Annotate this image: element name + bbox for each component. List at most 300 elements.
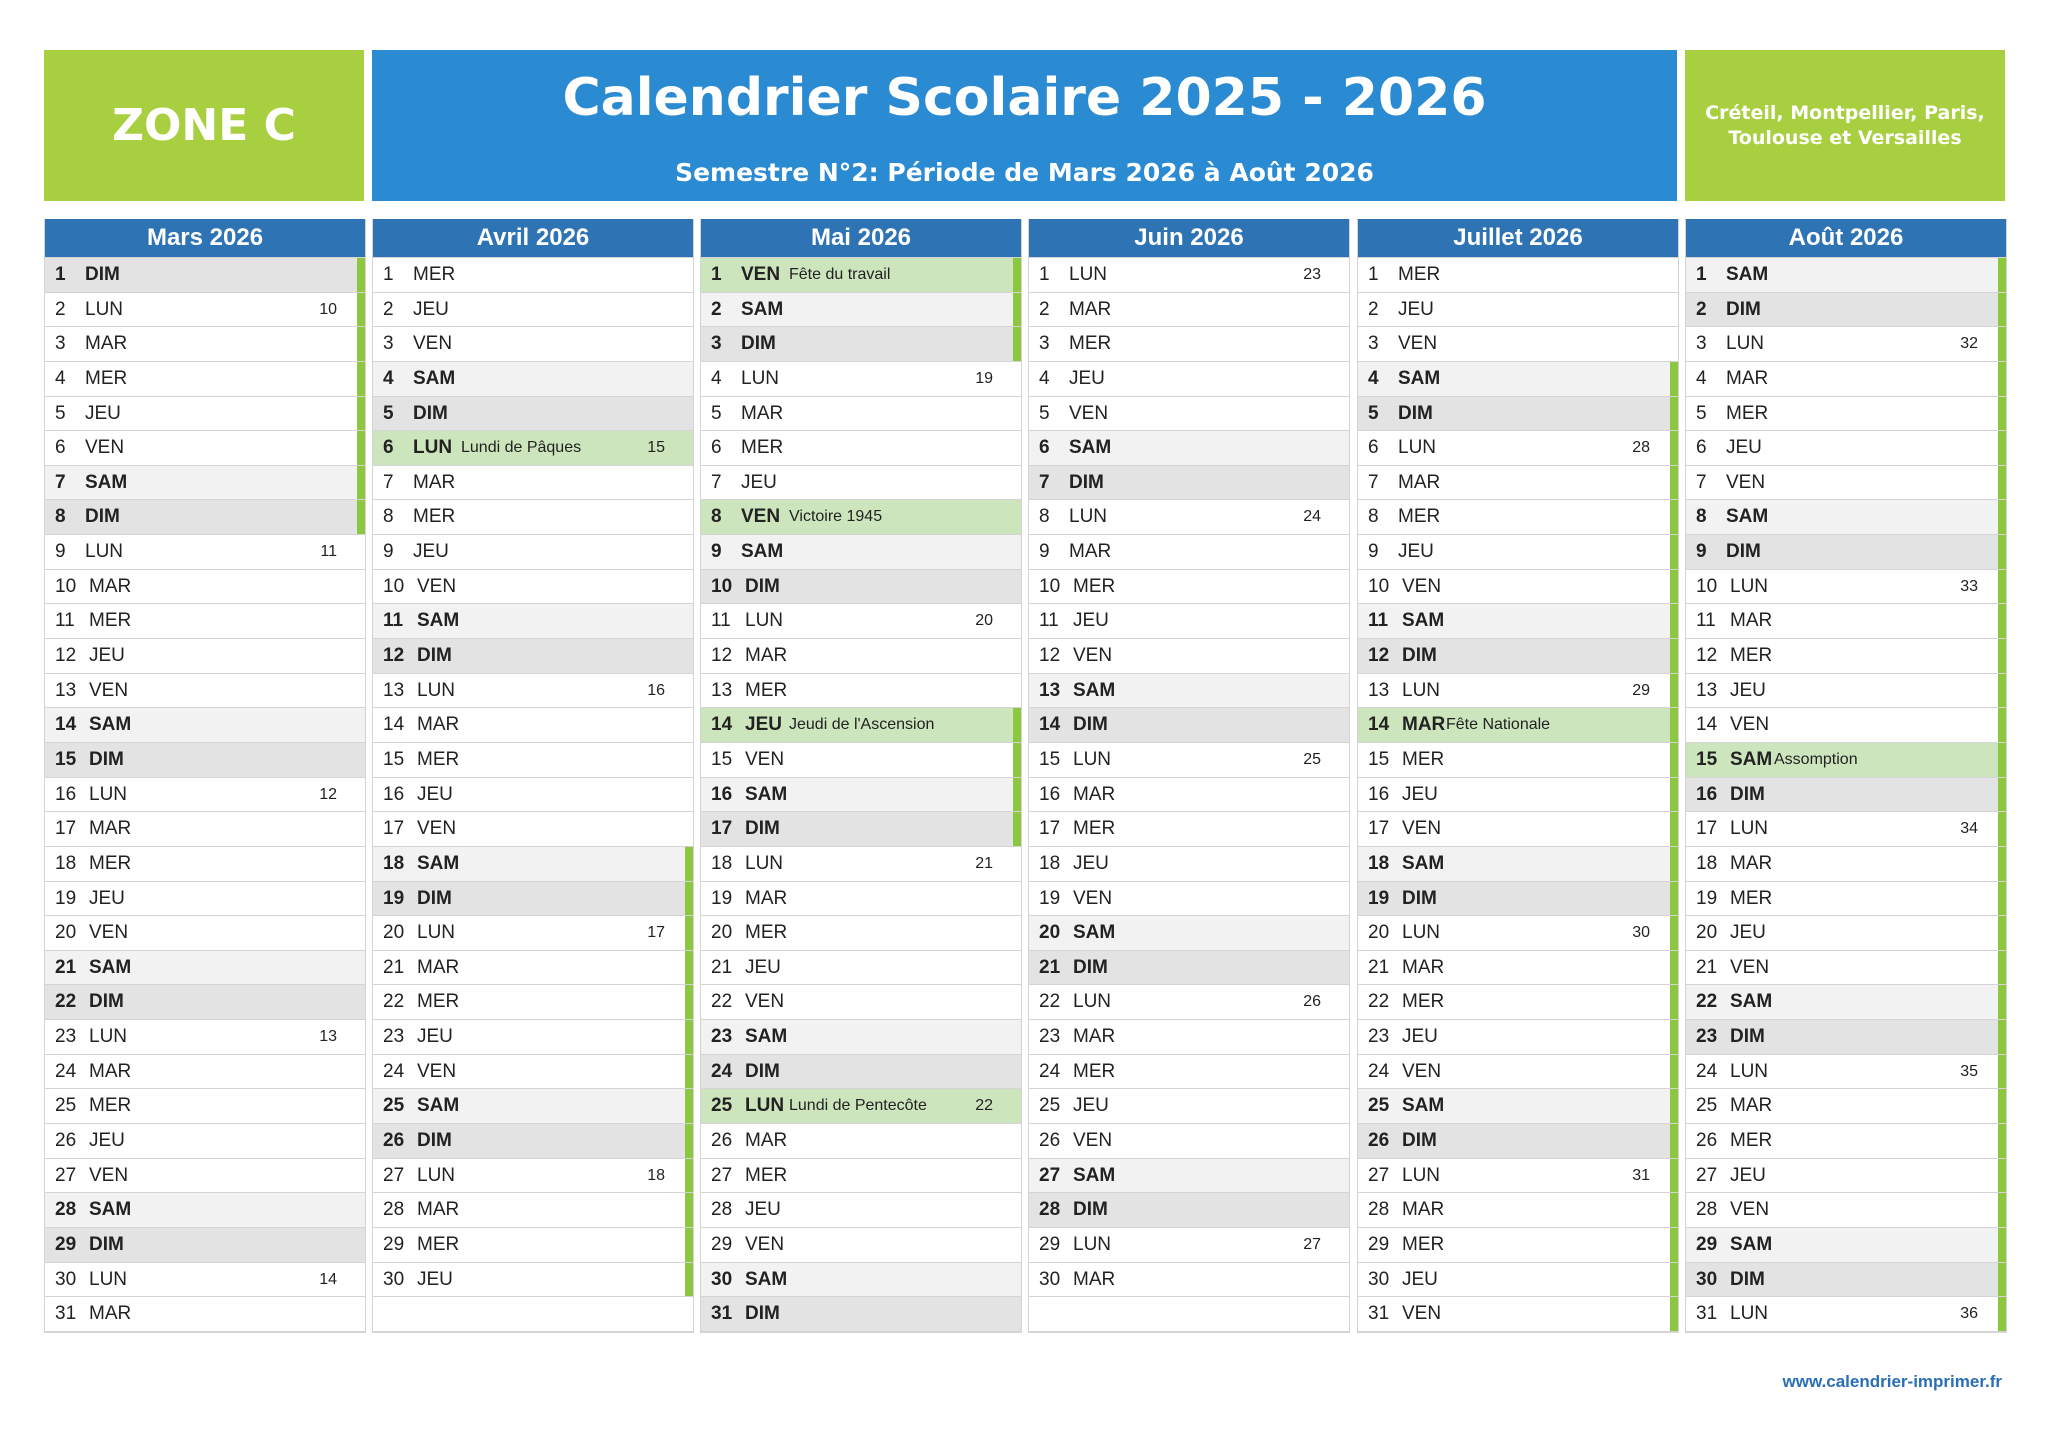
day-row — [1358, 778, 1678, 813]
day-name: SAM — [745, 783, 788, 805]
day-number: 10 — [1696, 575, 1718, 597]
week-number: 35 — [1960, 1062, 1978, 1080]
month-column — [1357, 219, 1679, 1333]
day-name: JEU — [89, 645, 125, 667]
week-number: 15 — [647, 439, 665, 457]
day-name: MER — [1073, 818, 1116, 840]
day-number: 14 — [711, 714, 733, 736]
week-number: 17 — [647, 924, 665, 942]
day-row — [1029, 604, 1349, 639]
vacation-marker — [685, 1089, 693, 1123]
vacation-marker — [1013, 258, 1021, 292]
day-name: SAM — [1402, 852, 1445, 874]
day-number: 17 — [1696, 818, 1718, 840]
day-number: 8 — [383, 506, 394, 528]
week-number: 18 — [647, 1166, 665, 1184]
week-number: 28 — [1632, 439, 1650, 457]
cities-panel — [1685, 50, 2005, 201]
day-row — [1029, 1055, 1349, 1090]
day-row — [1358, 674, 1678, 709]
holiday-label: Assomption — [1774, 750, 1858, 768]
day-number: 25 — [1696, 1095, 1718, 1117]
day-name: VEN — [1726, 471, 1766, 493]
day-number: 12 — [1368, 645, 1390, 667]
day-number: 18 — [1039, 852, 1061, 874]
vacation-marker — [1998, 743, 2006, 777]
day-row — [1358, 570, 1678, 605]
week-number: 33 — [1960, 577, 1978, 595]
day-name: SAM — [89, 1199, 132, 1221]
day-name: LUN — [1069, 264, 1108, 285]
day-number: 29 — [1696, 1233, 1718, 1255]
day-name: JEU — [1073, 610, 1109, 632]
day-row — [701, 466, 1021, 501]
vacation-marker — [1670, 466, 1678, 500]
day-row — [1029, 916, 1349, 951]
day-number: 9 — [1368, 541, 1379, 563]
day-name: MAR — [1069, 298, 1112, 320]
day-name: SAM — [1073, 1164, 1116, 1186]
day-number: 28 — [1039, 1199, 1061, 1221]
day-row — [1686, 431, 2006, 466]
vacation-marker — [1998, 985, 2006, 1019]
day-name: MAR — [413, 471, 456, 493]
day-row — [1358, 466, 1678, 501]
week-number: 20 — [975, 612, 993, 630]
vacation-marker — [1013, 708, 1021, 742]
day-name: JEU — [1073, 1095, 1109, 1117]
day-name: LUN — [1402, 679, 1441, 701]
day-number: 29 — [383, 1233, 405, 1255]
day-number: 20 — [55, 922, 77, 944]
day-row — [1358, 1020, 1678, 1055]
day-name: JEU — [1730, 679, 1766, 701]
zone-text: ZONE C — [112, 100, 296, 151]
vacation-marker — [685, 882, 693, 916]
day-number: 3 — [1039, 333, 1050, 355]
day-number: 17 — [55, 818, 77, 840]
day-row — [373, 1089, 693, 1124]
day-name: LUN — [745, 610, 784, 632]
day-name: VEN — [1073, 645, 1113, 667]
day-number: 28 — [55, 1199, 77, 1221]
day-name: DIM — [85, 264, 120, 285]
day-row — [373, 1020, 693, 1055]
day-row — [373, 951, 693, 986]
day-row — [701, 570, 1021, 605]
day-name: VEN — [741, 506, 781, 528]
day-row — [1358, 604, 1678, 639]
day-row — [1358, 327, 1678, 362]
day-name: LUN — [89, 783, 128, 805]
day-row — [373, 500, 693, 535]
day-name: DIM — [1073, 1199, 1108, 1221]
month-header: Avril 2026 — [373, 219, 693, 258]
day-row — [45, 362, 365, 397]
day-number: 23 — [1696, 1026, 1718, 1048]
day-name: JEU — [1402, 1268, 1438, 1290]
vacation-marker — [1670, 778, 1678, 812]
day-name: JEU — [1730, 1164, 1766, 1186]
day-name: DIM — [89, 1233, 124, 1255]
vacation-marker — [357, 327, 365, 361]
day-row — [373, 293, 693, 328]
week-number: 19 — [975, 369, 993, 387]
day-number: 30 — [1696, 1268, 1718, 1290]
day-row — [701, 258, 1021, 293]
day-number: 26 — [711, 1130, 733, 1152]
day-row — [1029, 1089, 1349, 1124]
vacation-marker — [1013, 778, 1021, 812]
day-name: MER — [85, 367, 128, 389]
day-row — [45, 951, 365, 986]
vacation-marker — [1670, 1124, 1678, 1158]
day-row — [701, 778, 1021, 813]
day-name: SAM — [417, 610, 460, 632]
day-row — [45, 778, 365, 813]
day-name: JEU — [413, 298, 449, 320]
day-number: 9 — [711, 541, 722, 563]
day-number: 13 — [1696, 679, 1718, 701]
vacation-marker — [1670, 1263, 1678, 1297]
day-row — [1358, 882, 1678, 917]
day-name: MER — [1402, 991, 1445, 1013]
day-row — [1358, 812, 1678, 847]
day-name: MER — [413, 506, 456, 528]
day-number: 20 — [1696, 922, 1718, 944]
day-number: 31 — [1696, 1303, 1718, 1325]
day-name: MAR — [741, 402, 784, 424]
day-row — [1686, 743, 2006, 778]
day-row — [373, 916, 693, 951]
day-number: 14 — [1039, 714, 1061, 736]
vacation-marker — [1013, 812, 1021, 846]
day-number: 3 — [383, 333, 394, 355]
day-number: 30 — [383, 1268, 405, 1290]
day-number: 16 — [55, 783, 77, 805]
cities-line-2: Toulouse et Versailles — [1728, 126, 1962, 149]
day-row — [373, 535, 693, 570]
day-name: SAM — [745, 1026, 788, 1048]
day-number: 20 — [1039, 922, 1061, 944]
vacation-marker — [1998, 1228, 2006, 1262]
vacation-marker — [685, 1055, 693, 1089]
day-row — [1029, 951, 1349, 986]
vacation-marker — [1670, 1159, 1678, 1193]
holiday-label: Lundi de Pentecôte — [789, 1097, 927, 1115]
day-number: 29 — [55, 1233, 77, 1255]
day-name: MAR — [417, 956, 460, 978]
day-row — [45, 397, 365, 432]
day-row — [1686, 1263, 2006, 1298]
website-link[interactable]: www.calendrier-imprimer.fr — [1782, 1372, 2002, 1391]
day-number: 21 — [1039, 956, 1061, 978]
day-name: LUN — [1730, 1303, 1769, 1325]
day-row — [1686, 639, 2006, 674]
day-name: LUN — [413, 437, 453, 459]
day-number: 7 — [1696, 471, 1707, 493]
vacation-marker — [685, 1124, 693, 1158]
day-name: VEN — [745, 1233, 785, 1255]
month-column — [1685, 219, 2007, 1333]
day-row — [701, 1055, 1021, 1090]
day-name: LUN — [417, 1164, 456, 1186]
day-row — [1686, 882, 2006, 917]
day-row — [1686, 847, 2006, 882]
day-name: VEN — [1730, 1199, 1770, 1221]
day-name: MER — [417, 991, 460, 1013]
week-number: 34 — [1960, 820, 1978, 838]
vacation-marker — [357, 466, 365, 500]
day-name: SAM — [413, 367, 456, 389]
day-row — [1686, 951, 2006, 986]
day-row — [1358, 293, 1678, 328]
day-name: SAM — [745, 1268, 788, 1290]
day-row — [701, 1263, 1021, 1298]
vacation-marker — [1670, 639, 1678, 673]
vacation-marker — [685, 985, 693, 1019]
month-header: Août 2026 — [1686, 219, 2006, 258]
week-number: 32 — [1960, 335, 1978, 353]
day-name: VEN — [1073, 1130, 1113, 1152]
day-number: 6 — [1039, 437, 1050, 459]
day-name: VEN — [745, 991, 785, 1013]
day-number: 5 — [1696, 402, 1707, 424]
vacation-marker — [1670, 985, 1678, 1019]
day-name: SAM — [1726, 506, 1769, 528]
day-row — [373, 397, 693, 432]
day-row — [45, 258, 365, 293]
day-number: 7 — [1368, 471, 1379, 493]
day-row — [373, 708, 693, 743]
vacation-marker — [1013, 327, 1021, 361]
day-number: 24 — [1368, 1060, 1390, 1082]
day-number: 11 — [55, 610, 75, 632]
day-number: 21 — [383, 956, 405, 978]
day-row — [701, 674, 1021, 709]
day-name: MER — [1398, 506, 1441, 528]
day-number: 21 — [55, 956, 77, 978]
day-number: 17 — [1039, 818, 1061, 840]
day-name: DIM — [1073, 714, 1108, 736]
month-header: Juin 2026 — [1029, 219, 1349, 258]
day-number: 9 — [1696, 541, 1707, 563]
vacation-marker — [357, 500, 365, 534]
day-row — [45, 708, 365, 743]
vacation-marker — [1998, 535, 2006, 569]
vacation-marker — [1998, 466, 2006, 500]
day-number: 31 — [1368, 1303, 1390, 1325]
day-row — [701, 1089, 1021, 1124]
day-name: SAM — [1402, 1095, 1445, 1117]
day-number: 3 — [55, 333, 66, 355]
day-row — [1686, 1020, 2006, 1055]
week-number: 11 — [320, 543, 337, 561]
day-number: 18 — [1696, 852, 1718, 874]
day-name: SAM — [741, 298, 784, 320]
day-row — [373, 327, 693, 362]
day-name: MAR — [89, 818, 132, 840]
day-name: SAM — [1398, 367, 1441, 389]
day-name: DIM — [417, 887, 452, 909]
day-row — [45, 293, 365, 328]
day-name: MER — [1402, 748, 1445, 770]
holiday-label: Fête du travail — [789, 266, 891, 283]
day-name: MAR — [1730, 852, 1773, 874]
day-name: MER — [89, 1095, 132, 1117]
day-number: 23 — [383, 1026, 405, 1048]
vacation-marker — [1998, 431, 2006, 465]
day-name: MER — [417, 1233, 460, 1255]
day-row — [1686, 293, 2006, 328]
holiday-label: Jeudi de l'Ascension — [789, 716, 935, 734]
day-number: 15 — [1696, 748, 1718, 770]
day-row — [45, 1089, 365, 1124]
week-number: 36 — [1960, 1305, 1978, 1323]
day-row — [1358, 1193, 1678, 1228]
day-name: LUN — [1398, 437, 1437, 459]
day-row — [1358, 1124, 1678, 1159]
day-name: MER — [745, 922, 788, 944]
day-number: 9 — [55, 541, 66, 563]
day-name: MAR — [745, 887, 788, 909]
day-number: 26 — [1039, 1130, 1061, 1152]
day-name: LUN — [1073, 748, 1112, 770]
day-name: JEU — [1402, 1026, 1438, 1048]
day-number: 3 — [1368, 333, 1379, 355]
day-number: 1 — [1039, 264, 1050, 285]
vacation-marker — [1998, 258, 2006, 292]
day-name: SAM — [89, 714, 132, 736]
day-row — [373, 570, 693, 605]
day-number: 10 — [55, 575, 77, 597]
day-row — [1686, 362, 2006, 397]
day-number: 29 — [711, 1233, 733, 1255]
day-name: MER — [1402, 1233, 1445, 1255]
day-name: LUN — [1402, 1164, 1441, 1186]
day-name: DIM — [745, 575, 780, 597]
day-name: SAM — [85, 471, 128, 493]
vacation-marker — [685, 847, 693, 881]
day-name: LUN — [1730, 1060, 1769, 1082]
day-number: 14 — [1368, 714, 1390, 736]
day-row — [701, 1193, 1021, 1228]
day-number: 5 — [383, 402, 394, 424]
vacation-marker — [1670, 1228, 1678, 1262]
day-number: 16 — [1039, 783, 1061, 805]
vacation-marker — [1670, 397, 1678, 431]
vacation-marker — [1670, 812, 1678, 846]
vacation-marker — [1670, 882, 1678, 916]
day-number: 8 — [711, 506, 722, 528]
page-subtitle: Semestre N°2: Période de Mars 2026 à Août 2026 — [675, 158, 1374, 187]
vacation-marker — [1013, 293, 1021, 327]
vacation-marker — [1998, 1020, 2006, 1054]
day-name: MER — [1073, 575, 1116, 597]
day-name: SAM — [1073, 679, 1116, 701]
day-name: MER — [1073, 1060, 1116, 1082]
day-number: 19 — [711, 887, 733, 909]
vacation-marker — [1998, 327, 2006, 361]
vacation-marker — [1998, 500, 2006, 534]
day-number: 27 — [1039, 1164, 1061, 1186]
vacation-marker — [685, 1193, 693, 1227]
day-name: DIM — [417, 1130, 452, 1152]
month-header: Juillet 2026 — [1358, 219, 1678, 258]
day-row — [45, 1159, 365, 1194]
day-row — [373, 674, 693, 709]
day-row — [701, 1124, 1021, 1159]
day-name: SAM — [417, 852, 460, 874]
day-row — [701, 293, 1021, 328]
day-name: VEN — [741, 264, 781, 285]
week-number: 26 — [1303, 993, 1321, 1011]
day-row — [701, 535, 1021, 570]
day-name: LUN — [1073, 1233, 1112, 1255]
day-row — [1358, 535, 1678, 570]
vacation-marker — [1670, 708, 1678, 742]
day-row — [1358, 258, 1678, 293]
week-number: 13 — [319, 1028, 337, 1046]
day-number: 22 — [711, 991, 733, 1013]
day-row — [701, 1020, 1021, 1055]
day-name: MAR — [745, 645, 788, 667]
vacation-marker — [357, 397, 365, 431]
day-number: 10 — [1039, 575, 1061, 597]
day-number: 30 — [1368, 1268, 1390, 1290]
day-name: MAR — [1402, 714, 1446, 736]
day-number: 9 — [383, 541, 394, 563]
day-row — [1686, 778, 2006, 813]
day-number: 13 — [383, 679, 405, 701]
day-name: VEN — [1730, 956, 1770, 978]
day-number: 5 — [1039, 402, 1050, 424]
day-number: 19 — [55, 887, 77, 909]
day-name: DIM — [85, 506, 120, 528]
day-row — [701, 500, 1021, 535]
vacation-marker — [1998, 397, 2006, 431]
day-number: 7 — [1039, 471, 1050, 493]
day-row — [373, 258, 693, 293]
day-row — [1686, 535, 2006, 570]
day-number: 4 — [1039, 367, 1050, 389]
day-number: 6 — [55, 437, 66, 459]
day-name: VEN — [85, 437, 125, 459]
day-number: 28 — [711, 1199, 733, 1221]
vacation-marker — [1998, 1263, 2006, 1297]
day-name: DIM — [89, 748, 124, 770]
vacation-marker — [685, 1020, 693, 1054]
holiday-label: Fête Nationale — [1446, 716, 1551, 734]
day-name: LUN — [745, 1095, 785, 1117]
day-row — [701, 812, 1021, 847]
vacation-marker — [1998, 708, 2006, 742]
day-number: 10 — [711, 575, 733, 597]
day-name: MAR — [1730, 1095, 1773, 1117]
day-name: VEN — [1073, 887, 1113, 909]
day-number: 15 — [1039, 748, 1061, 770]
day-row — [1686, 258, 2006, 293]
day-row — [373, 812, 693, 847]
day-number: 2 — [711, 298, 722, 320]
day-number: 25 — [711, 1095, 733, 1117]
day-row — [1029, 500, 1349, 535]
day-number: 11 — [383, 610, 404, 632]
day-number: 12 — [55, 645, 77, 667]
vacation-marker — [357, 293, 365, 327]
day-row — [1358, 985, 1678, 1020]
week-number: 31 — [1632, 1166, 1650, 1184]
